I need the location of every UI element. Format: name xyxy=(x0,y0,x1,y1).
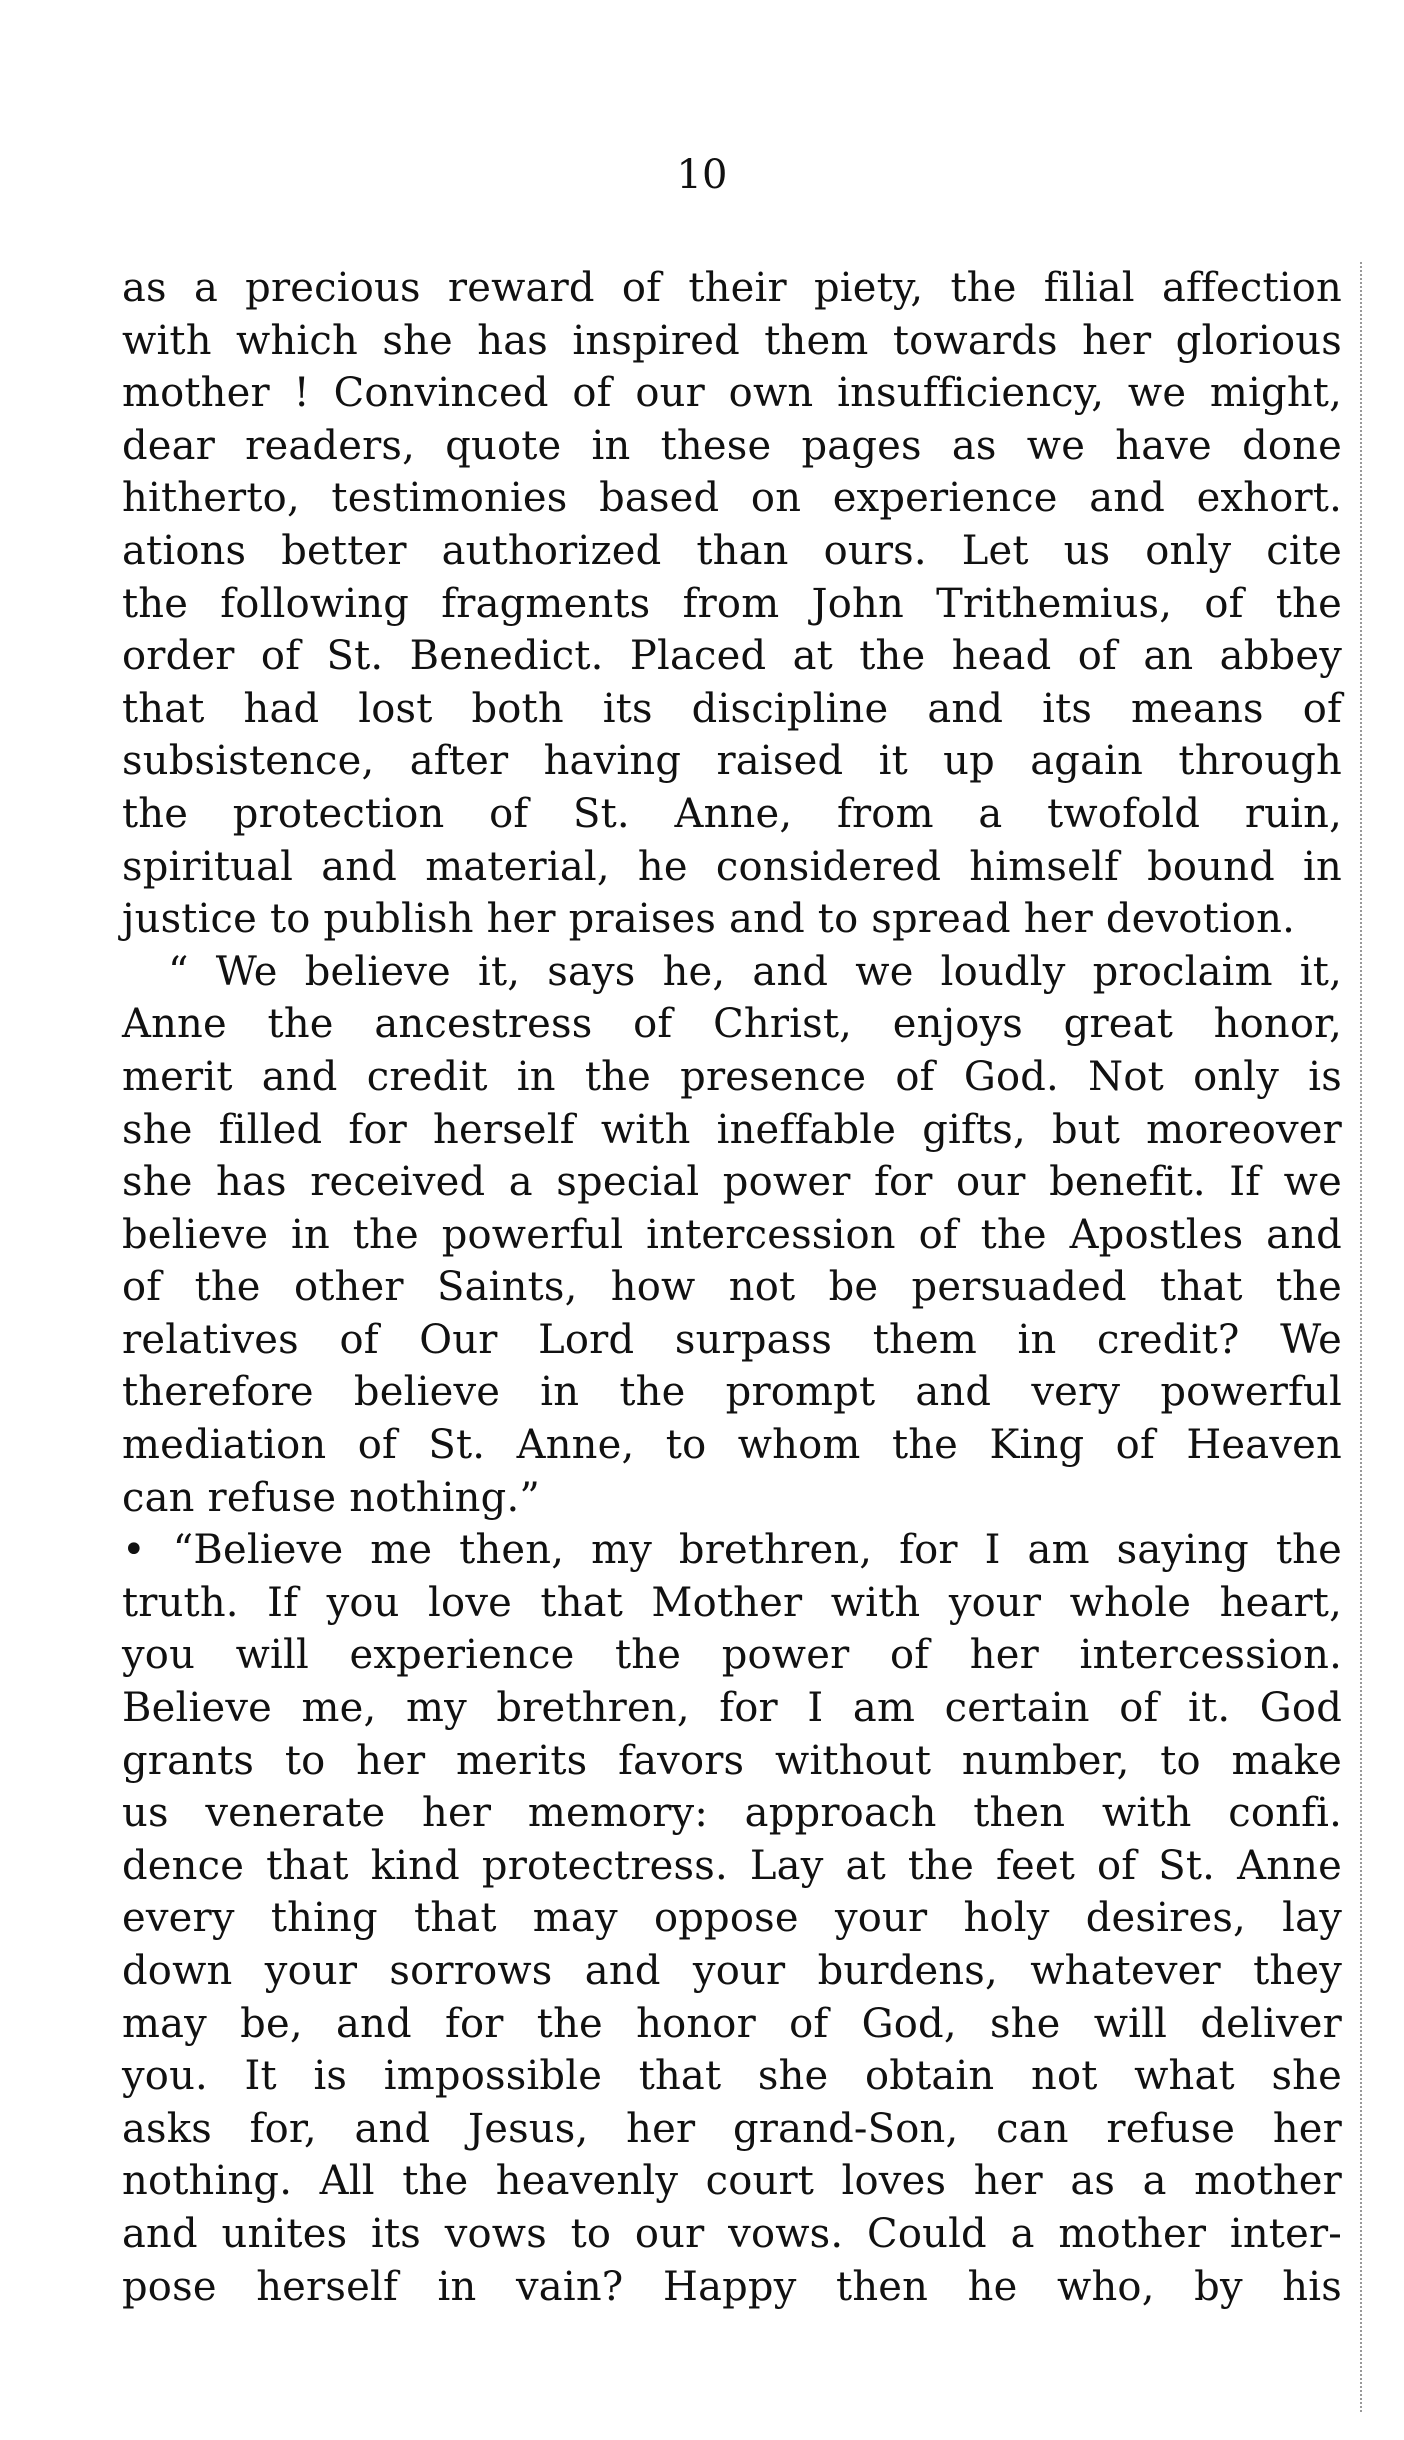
text-line: nothing. All the heavenly court loves her as a mother xyxy=(122,2158,1342,2205)
text-line: with which she has inspired them towards her glorious xyxy=(122,317,1342,364)
text-line: ations better authorized than ours. Let us only cite xyxy=(122,527,1342,574)
text-line: dear readers, quote in these pages as we have done xyxy=(122,422,1342,469)
text-line: of the other Saints, how not be persuaded that the xyxy=(122,1264,1342,1311)
text-line: you will experience the power of her intercession. xyxy=(122,1632,1342,1679)
page-edge-shadow xyxy=(1360,262,1364,2412)
text-line: truth. If you love that Mother with your whole heart, xyxy=(122,1579,1342,1626)
text-line: hitherto, testimonies based on experience and exhort. xyxy=(122,475,1342,522)
text-line: and unites its vows to our vows. Could a mother inter- xyxy=(122,2210,1342,2257)
text-line: down your sorrows and your burdens, whatever they xyxy=(122,1948,1342,1994)
text-line: believe in the powerful intercession of the Apostles and xyxy=(122,1211,1342,1258)
text-line: spiritual and material, he considered himself bound in xyxy=(122,843,1342,890)
text-line: us venerate her memory: approach then with confi. xyxy=(122,1790,1342,1837)
text-line: you. It is impossible that she obtain not what she xyxy=(122,2053,1342,2100)
text-line: merit and credit in the presence of God. Not only is xyxy=(122,1053,1342,1100)
text-line: mediation of St. Anne, to whom the King of Heaven xyxy=(122,1422,1342,1469)
text-line: can refuse nothing.” xyxy=(122,1474,541,1521)
text-line: every thing that may oppose your holy desires, lay xyxy=(122,1895,1342,1942)
text-line: justice to publish her praises and to spread her devotion. xyxy=(122,896,1296,943)
text-line: she filled for herself with ineffable gifts, but moreover xyxy=(122,1106,1342,1153)
text-line: “ We believe it, says he, and we loudly proclaim it, xyxy=(168,948,1342,995)
text-line: therefore believe in the prompt and very powerful xyxy=(122,1369,1342,1416)
body-text xyxy=(122,262,1342,2313)
text-line: asks for, and Jesus, her grand-Son, can refuse her xyxy=(122,2105,1342,2152)
text-line: that had lost both its discipline and its means of xyxy=(122,685,1342,732)
text-line: mother ! Convinced of our own insufficiency, we might, xyxy=(122,370,1342,417)
text-line: relatives of Our Lord surpass them in credit? We xyxy=(122,1316,1342,1363)
text-line: may be, and for the honor of God, she will deliver xyxy=(122,2000,1342,2047)
text-line: she has received a special power for our benefit. If we xyxy=(122,1159,1342,1206)
text-line: subsistence, after having raised it up again through xyxy=(122,738,1342,785)
text-line: dence that kind protectress. Lay at the feet of St. Anne xyxy=(122,1842,1342,1889)
text-line: the protection of St. Anne, from a twofold ruin, xyxy=(122,790,1342,837)
text-line: Believe me, my brethren, for I am certain of it. God xyxy=(122,1685,1342,1732)
text-line: grants to her merits favors without number, to make xyxy=(122,1737,1342,1784)
text-line: order of St. Benedict. Placed at the head of an abbey xyxy=(122,633,1342,680)
text-line: the following fragments from John Trithemius, of the xyxy=(122,580,1342,627)
text-line: • “Believe me then, my brethren, for I am saying the xyxy=(122,1527,1342,1574)
text-line: Anne the ancestress of Christ, enjoys great honor, xyxy=(122,1001,1342,1048)
page-number: 10 xyxy=(676,152,728,198)
text-line: as a precious reward of their piety, the filial affection xyxy=(122,265,1342,311)
text-line: pose herself in vain? Happy then he who, by his xyxy=(122,2263,1342,2310)
